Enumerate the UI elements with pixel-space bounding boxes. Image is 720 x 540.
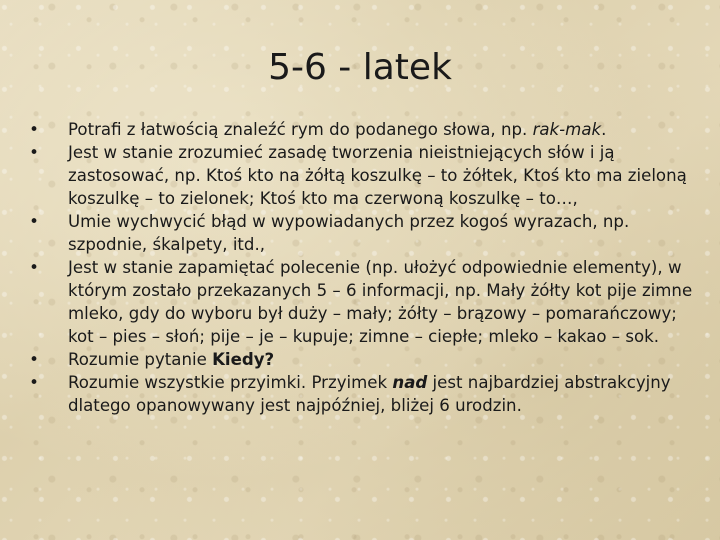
bullet-icon: • — [29, 258, 39, 277]
bullet-icon: • — [29, 212, 39, 231]
bullet-item — [24, 256, 694, 348]
bullet-emphasis: rak-mak — [532, 120, 602, 139]
bullet-text: Rozumie wszystkie przyimki. Przyimek — [68, 373, 393, 392]
bullet-item — [24, 371, 694, 417]
bullet-icon: • — [29, 350, 39, 369]
bullet-text: . — [601, 120, 607, 139]
bullet-item — [24, 118, 694, 141]
bullet-text: Umie wychwycić błąd w wypowiadanych przez kogoś wyrazach, np. szpodnie, śkalpety, itd., — [68, 212, 630, 254]
bullet-item — [24, 210, 694, 256]
bullet-text: Jest w stanie zrozumieć zasadę tworzenia nieistniejących słów i ją zastosować, np. Ktoś kto na żółtą koszulkę – to żółtek, Ktoś kto ma zieloną koszulkę – to zielonek; Ktoś kto ma czerwoną koszulkę – to…, — [68, 143, 687, 208]
bullet-bold: Kiedy? — [212, 350, 275, 369]
bullet-text: Potrafi z łatwością znaleźć rym do podanego słowa, np. — [68, 120, 533, 139]
bullet-text: Jest w stanie zapamiętać polecenie (np. ułożyć odpowiednie elementy), w którym zostało przekazanych 5 – 6 informacji, np. Mały żółty kot pije zimne mleko, gdy do wyboru był duży – mały; żółty – brązowy – pomarańczowy; kot – pies – słoń; pije – je – kupuje; zimne – ciepłe; mleko – kakao – sok. — [68, 258, 693, 346]
bullet-list — [24, 118, 694, 417]
bullet-bold-italic: nad — [392, 373, 428, 392]
slide-title: 5-6 - latek — [268, 47, 452, 88]
bullet-icon: • — [29, 120, 39, 139]
bullet-item — [24, 141, 694, 210]
bullet-icon: • — [29, 143, 39, 162]
bullet-item — [24, 348, 694, 371]
bullet-icon: • — [29, 373, 39, 392]
bullet-text: Rozumie pytanie — [68, 350, 213, 369]
bullet-text: jest najbardziej abstrakcyjny dlatego opanowywany jest najpóźniej, bliżej 6 urodzin. — [68, 373, 671, 415]
